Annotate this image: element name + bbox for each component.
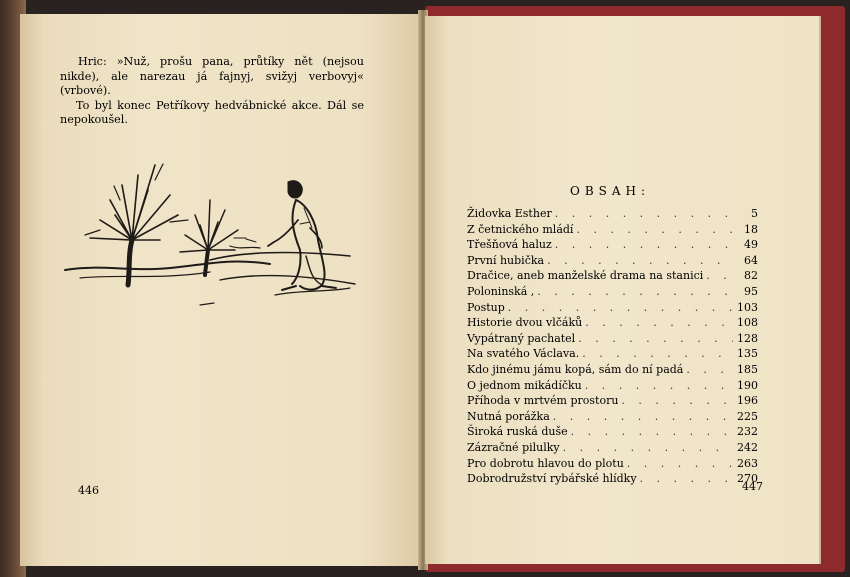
toc-leader-dots <box>571 424 733 440</box>
toc-entry-title: Dračice, aneb manželské drama na stanici <box>467 269 704 283</box>
toc-entry-title: Na svatého Václava. <box>467 347 580 361</box>
toc-entry-page: 196 <box>737 394 758 408</box>
page-number-right: 447 <box>742 480 763 493</box>
toc-leader-dots <box>706 268 733 284</box>
toc-leader-dots <box>555 237 733 253</box>
toc-entry-page: 49 <box>744 238 758 252</box>
toc-entry-page: 225 <box>737 409 758 423</box>
toc-entry <box>467 440 758 456</box>
toc-entry-title: Kdo jinému jámu kopá, sám do ní padá <box>467 362 684 376</box>
toc-leader-dots <box>582 346 733 362</box>
toc-entry-page: 128 <box>737 331 758 345</box>
toc-leader-dots <box>547 253 733 269</box>
toc-entry-title: Nutná porážka <box>467 409 550 423</box>
toc-entry-title: Vypátraný pachatel <box>467 331 576 345</box>
paragraph: To byl konec Petříkovy hedvábnické akce. Dál se nepokoušel. <box>60 98 364 126</box>
toc-heading: OBSAH: <box>570 184 651 198</box>
toc-entry <box>467 424 758 440</box>
toc-entry-page: 95 <box>744 284 758 298</box>
toc-entry <box>467 346 758 362</box>
toc-entry <box>467 409 758 425</box>
toc-entry-page: 270 <box>737 472 758 486</box>
toc-entry <box>467 331 758 347</box>
toc-entry-title: Židovka Esther <box>467 207 552 220</box>
toc-leader-dots <box>578 331 733 347</box>
toc-entry-page: 190 <box>737 378 758 392</box>
toc-entry-title: Z četnického mládí <box>467 222 574 236</box>
toc-entry-page: 263 <box>737 456 758 470</box>
toc-entry-page: 64 <box>744 253 758 267</box>
toc-entry-page: 242 <box>737 440 758 454</box>
toc-leader-dots <box>686 362 733 378</box>
toc-entry <box>467 378 758 394</box>
toc-entry-page: 82 <box>744 269 758 283</box>
toc-entry-page: 232 <box>737 425 758 439</box>
table-of-contents <box>467 206 758 487</box>
toc-leader-dots <box>585 378 733 394</box>
toc-entry-title: Příhoda v mrtvém prostoru <box>467 394 619 408</box>
toc-entry <box>467 300 758 316</box>
toc-entry-title: Historie dvou vlčáků <box>467 316 583 330</box>
toc-entry <box>467 456 758 472</box>
toc-entry-title: První hubička <box>467 253 545 267</box>
toc-entry-page: 185 <box>737 362 758 376</box>
toc-entry <box>467 315 758 331</box>
toc-leader-dots <box>555 206 733 222</box>
toc-leader-dots <box>553 409 733 425</box>
toc-leader-dots <box>621 393 733 409</box>
toc-entry-page: 135 <box>737 347 758 361</box>
left-page-text <box>60 55 364 128</box>
toc-leader-dots <box>508 300 733 316</box>
toc-entry <box>467 471 758 487</box>
toc-entry-title: Zázračné pilulky <box>467 440 560 454</box>
toc-entry-page: 103 <box>737 300 758 314</box>
toc-leader-dots <box>576 222 733 238</box>
toc-entry-title: Dobrodružství rybářské hlídky <box>467 472 637 486</box>
toc-entry-title: Postup <box>467 300 505 314</box>
toc-entry <box>467 237 758 253</box>
toc-entry <box>467 284 758 300</box>
toc-entry <box>467 393 758 409</box>
toc-entry <box>467 206 758 222</box>
toc-entry-title: Třešňová haluz <box>467 238 552 252</box>
toc-entry-page: 5 <box>751 207 758 220</box>
toc-entry <box>467 222 758 238</box>
toc-leader-dots <box>585 315 733 331</box>
page-number-left: 446 <box>78 484 99 497</box>
toc-entry-page: 108 <box>737 316 758 330</box>
toc-entry-title: Poloninská , <box>467 284 535 298</box>
toc-entry-page: 18 <box>744 222 758 236</box>
paragraph: Hric: »Nuž, prošu pana, průtíky nět (nejsou nikde), ale narezau já fajnyj, svižyj verbovyj« (vrbové). <box>60 55 364 97</box>
toc-leader-dots <box>537 284 733 300</box>
toc-entry-title: Pro dobrotu hlavou do plotu <box>467 456 624 470</box>
toc-entry <box>467 362 758 378</box>
toc-leader-dots <box>640 471 733 487</box>
toc-entry <box>467 253 758 269</box>
toc-entry-title: O jednom mikádíčku <box>467 378 582 392</box>
toc-entry-title: Široká ruská duše <box>467 425 568 439</box>
toc-leader-dots <box>563 440 733 456</box>
toc-entry <box>467 268 758 284</box>
toc-leader-dots <box>627 456 733 472</box>
ink-sketch-illustration <box>60 160 360 310</box>
